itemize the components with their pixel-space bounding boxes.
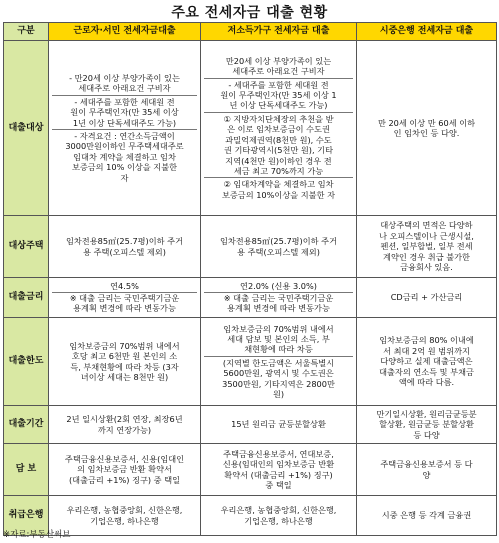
header-row — [4, 23, 497, 41]
cell-text-line: - 만20세 이상 부양가족이 있는 — [69, 72, 180, 83]
header-low-income-loan: 저소득가구 전세자금 대출 — [201, 23, 357, 41]
cell-sub-block — [204, 178, 353, 201]
cell-text-line: 2년 일시상환(2회 연장, 최장6년 — [66, 414, 183, 425]
label-limit: 대출한도 — [4, 318, 49, 406]
cell-text-line: 확약서 (대출금리 +1%) 징구) — [224, 469, 333, 480]
cell-text-line: 5600만원, 광역시 및 수도권은 — [223, 368, 334, 379]
label-target: 대출대상 — [4, 41, 49, 216]
cell-text-line: 보증금의 10%이상을 지불한 자 — [221, 189, 335, 200]
cell-text-line: 연4.5% — [52, 281, 197, 292]
cell-text-line: 주택금융신용보증서, 신용(임대인 — [64, 453, 185, 464]
banks-c1 — [49, 496, 201, 536]
header-category: 구분 — [4, 23, 49, 41]
cell-text-line: 우리은행, 농협중앙회, 신한은행, — [66, 505, 183, 516]
cell-text-line: 임대차 계약을 체결하고 임차 — [73, 151, 176, 162]
period-c1 — [49, 406, 201, 444]
target-c1 — [49, 41, 201, 216]
cell-text-line: 세대주로 아래요건 구비자 — [78, 83, 171, 94]
collateral-c3 — [357, 444, 497, 496]
cell-text-line: - 세대주를 포함한 세대원 전 — [228, 79, 329, 90]
cell-text-line: 녀이상 세대는 8천만 원) — [80, 371, 169, 382]
period-c2 — [201, 406, 357, 444]
row-rate — [4, 278, 497, 318]
cell-text-line: 할상환, 원금균등 분할상환 — [379, 419, 474, 430]
cell-text-line: 원이 무주택인자(만 35세 이상 1 — [220, 90, 337, 101]
source-note: ※자료:부동산써브 — [3, 530, 71, 540]
cell-sub-block — [204, 55, 353, 79]
cell-text-line: 만 20세 이상 만 60세 이하 — [377, 117, 476, 128]
cell-sub-block — [52, 130, 197, 184]
row-collateral — [4, 444, 497, 496]
cell-sub-block — [204, 113, 353, 178]
cell-text-line: 주택금융신용보증서 등 다 — [380, 459, 473, 470]
cell-text-line: ※ 대출 금리는 국민주택기금운 — [69, 292, 180, 303]
cell-text-line: 대출자의 연소득 및 부채금 — [379, 366, 474, 377]
header-worker-loan: 근로자·서민 전세자금대출 — [49, 23, 201, 41]
cell-text-line: 3000만원이하인 무주택세대주로 — [65, 141, 184, 152]
cell-text-line: 과밀억제권역(8천만 원), 수도 — [225, 134, 332, 145]
limit-c3 — [357, 318, 497, 406]
cell-sub-block — [52, 72, 197, 96]
cell-text-line: 시중 은행 등 각계 금융권 — [381, 510, 472, 521]
housing-c1 — [49, 216, 201, 278]
cell-text-line: 중 택일 — [265, 479, 292, 490]
header-commercial-bank-loan: 시중은행 전세자금 대출 — [357, 23, 497, 41]
cell-text-line: 세금 최고 70%까지 가능 — [233, 165, 324, 176]
cell-sub-block — [204, 323, 353, 357]
cell-text-line: 양 — [422, 469, 431, 480]
cell-text-line: (지역별 한도금액은 서울특별시 — [222, 357, 335, 368]
loan-comparison-table — [3, 22, 497, 536]
cell-text-line: 호당 최고 6천만 원 본인의 소 — [71, 351, 178, 362]
cell-text-line: 용계획 변경에 따라 변동가능 — [73, 303, 176, 314]
banks-c2 — [201, 496, 357, 536]
cell-text-line: 신용(임대인의 임차보증금 반환 — [222, 459, 335, 470]
cell-text-line: 액에 따라 다름. — [398, 377, 455, 388]
cell-text-line: 지역(4천만 원)이하인 경우 전 — [225, 155, 332, 166]
cell-text-line: 펜션, 일부합벌, 일부 전세 — [380, 241, 473, 252]
cell-text-line: 세대 담보 및 본인의 소득, 부 — [227, 333, 330, 344]
cell-text-line: 계약인 경우 취급 불가한 — [383, 251, 470, 262]
cell-text-line: 연2.0% (신용 3.0%) — [204, 281, 353, 292]
cell-sub-block — [204, 79, 353, 113]
row-target — [4, 41, 497, 216]
label-collateral: 담 보 — [4, 444, 49, 496]
cell-text-line: 다양하고 실제 대출금액은 — [380, 356, 473, 367]
cell-text-line: CD금리 + 가산금리 — [390, 292, 463, 303]
row-housing — [4, 216, 497, 278]
cell-text-line: 자 — [120, 172, 129, 183]
rate-c1 — [49, 278, 201, 318]
cell-text-line: 나 오피스텔이나 근생시설, — [379, 230, 474, 241]
collateral-c1 — [49, 444, 201, 496]
cell-text-line: ① 지방자치단체장의 추천을 받 — [223, 113, 334, 124]
cell-text-line: 3500만원, 기타지역은 2800만 — [222, 378, 335, 389]
banks-c3 — [357, 496, 497, 536]
cell-text-line: 등 다양 — [413, 429, 440, 440]
cell-text-line: 임차보증금의 80% 이내에 — [379, 335, 474, 346]
cell-text-line: 득, 부채현황에 따라 차등 (3자 — [70, 361, 179, 372]
cell-text-line: 우리은행, 농협중앙회, 신한은행, — [220, 505, 337, 516]
period-c3 — [357, 406, 497, 444]
cell-text-line: 임차전용85㎡(25.7평)이하 주거 — [65, 236, 183, 247]
cell-text-line: 임차보증금의 70%범위 내에서 — [223, 323, 334, 334]
cell-text-line: 용계획 변경에 따라 변동가능 — [227, 303, 330, 314]
cell-text-line: 만기일시상환, 원리금균등분 — [376, 408, 477, 419]
cell-text-line: 기업은행, 하나은행 — [244, 515, 313, 526]
cell-text-line: (대출금리 +1%) 징구) 중 택일 — [68, 474, 181, 485]
cell-text-line: ※ 대출 금리는 국민주택기금운 — [223, 292, 334, 303]
cell-text-line: 권 기타광역시(5천만 원), 기타 — [223, 145, 333, 156]
cell-text-line: 금융회사 있음. — [400, 262, 453, 273]
cell-text-line: 채현황에 따라 차등 — [244, 344, 313, 355]
collateral-c2 — [201, 444, 357, 496]
housing-c3 — [357, 216, 497, 278]
cell-text-line: 세대주로 아래요건 구비자 — [232, 66, 325, 77]
cell-text-line: 주택금융신용보증서, 연대보증, — [223, 448, 334, 459]
cell-text-line: 보증금의 10% 이상을 지불한 — [71, 162, 178, 173]
target-c3 — [357, 41, 497, 216]
cell-text-line: 만20세 이상 부양가족이 있는 — [225, 55, 332, 66]
row-period — [4, 406, 497, 444]
cell-text-line: 의 임차보증금 반환 확약서 — [77, 464, 172, 475]
cell-text-line: 원이 무주택인자(만 35세 이상 — [70, 107, 179, 118]
limit-c2 — [201, 318, 357, 406]
rate-c3 — [357, 278, 497, 318]
cell-text-line: 서 최대 2억 원 범위까지 — [383, 345, 470, 356]
cell-sub-block — [52, 96, 197, 130]
cell-text-line: 용 주택(오피스텔 제외) — [83, 246, 166, 257]
row-banks — [4, 496, 497, 536]
cell-text-line: 은 이로 임차보증금이 수도권 — [227, 124, 330, 135]
cell-text-line: 용 주택(오피스텔 제외) — [237, 246, 320, 257]
cell-text-line: 인 임차인 등 다양. — [393, 128, 460, 138]
limit-c1 — [49, 318, 201, 406]
cell-text-line: - 세대주를 포함한 세대원 전 — [74, 96, 175, 107]
housing-c2 — [201, 216, 357, 278]
cell-text-line: 임차보증금의 70%범위 내에서 — [69, 340, 180, 351]
cell-text-line: 15년 원리금 균등분할상환 — [231, 419, 326, 430]
cell-text-line: - 자격요건 : 연간소득금액이 — [74, 131, 175, 141]
cell-text-line: 까지 연장가능) — [97, 424, 152, 435]
cell-text-line: 기업은행, 하나은행 — [90, 515, 159, 526]
page-title: 주요 전세자금 대출 현황 — [171, 5, 328, 21]
label-rate: 대출금리 — [4, 278, 49, 318]
cell-text-line: 1년 이상 단독세대주도 가능) — [72, 117, 177, 128]
label-housing: 대상주택 — [4, 216, 49, 278]
row-limit — [4, 318, 497, 406]
target-c2 — [201, 41, 357, 216]
cell-text-line: 임차전용85㎡(25.7평)이하 주거 — [219, 236, 337, 247]
cell-text-line: 원) — [272, 389, 285, 400]
cell-text-line: ② 임대차계약을 체결하고 임차 — [223, 179, 334, 190]
cell-sub-block — [204, 357, 353, 401]
cell-text-line: 대상주택의 면적은 다양하 — [380, 220, 473, 231]
label-banks: 취급은행 — [4, 496, 49, 536]
rate-c2 — [201, 278, 357, 318]
cell-text-line: 년 이상 단독세대주도 가능) — [229, 100, 328, 111]
label-period: 대출기간 — [4, 406, 49, 444]
